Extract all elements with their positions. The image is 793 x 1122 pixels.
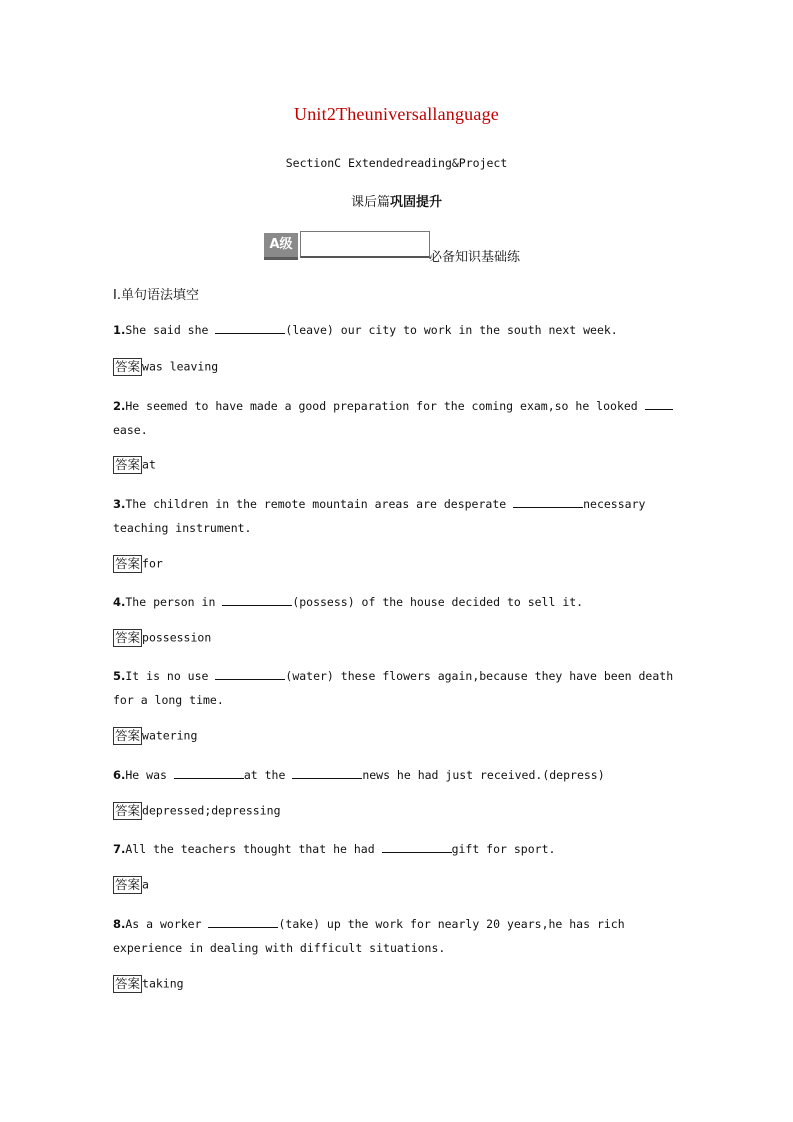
answer-tag: 答案 — [115, 728, 141, 743]
question-1: 1.She said she (leave) our city to work in the south next week. — [113, 323, 618, 337]
answer-tag: 答案 — [115, 556, 141, 571]
answer-1: 答案 was leaving — [115, 359, 219, 374]
answer-tag: 答案 — [115, 359, 141, 374]
answer-2: 答案 at — [115, 457, 156, 472]
answer-blank — [215, 667, 285, 680]
answer-blank — [513, 495, 583, 508]
answer-tag: 答案 — [115, 976, 141, 991]
level-badge: A级 — [264, 233, 298, 260]
subtitle-bold: 巩固提升 — [390, 195, 443, 210]
answer-blank — [382, 840, 452, 853]
answer-blank — [645, 397, 673, 410]
level-banner-box — [300, 231, 430, 258]
subtitle-plain: 课后篇 — [350, 195, 390, 210]
question-3: 3.The children in the remote mountain areas are desperate necessary teaching instrument. — [113, 497, 646, 535]
question-8: 8.As a worker (take) up the work for nearly 20 years,he has rich experience in dealing with difficult situations. — [113, 917, 625, 955]
answer-7: 答案 a — [115, 877, 149, 892]
answer-tag: 答案 — [115, 877, 141, 892]
question-5: 5.It is no use (water) these flowers again,because they have been death for a long time. — [113, 669, 674, 707]
answer-4: 答案 possession — [115, 630, 212, 645]
answer-tag: 答案 — [115, 630, 141, 645]
document-title: Unit2Theuniversallanguage — [294, 104, 499, 124]
answer-tag: 答案 — [115, 457, 141, 472]
answer-blank — [215, 321, 285, 334]
section-heading: SectionC Extendedreading&Project — [285, 156, 508, 170]
answer-8: 答案 taking — [115, 976, 184, 991]
answer-6: 答案 depressed;depressing — [115, 803, 281, 818]
level-text: 必备知识基础练 — [429, 250, 521, 265]
part-title: Ⅰ.单句语法填空 — [113, 288, 199, 303]
answer-5: 答案 watering — [115, 728, 198, 743]
answer-blank — [292, 766, 362, 779]
question-4: 4.The person in (possess) of the house decided to sell it. — [113, 595, 584, 609]
subtitle — [0, 191, 793, 210]
question-7: 7.All the teachers thought that he had gift for sport. — [113, 842, 556, 856]
answer-blank — [174, 766, 244, 779]
answer-blank — [222, 593, 292, 606]
question-6: 6.He was at the news he had just received.(depress) — [113, 768, 605, 782]
answer-3: 答案 for — [115, 556, 163, 571]
answer-tag: 答案 — [115, 803, 141, 818]
question-2: 2.He seemed to have made a good preparation for the coming exam,so he looked ease. — [113, 394, 683, 442]
answer-blank — [208, 915, 278, 928]
